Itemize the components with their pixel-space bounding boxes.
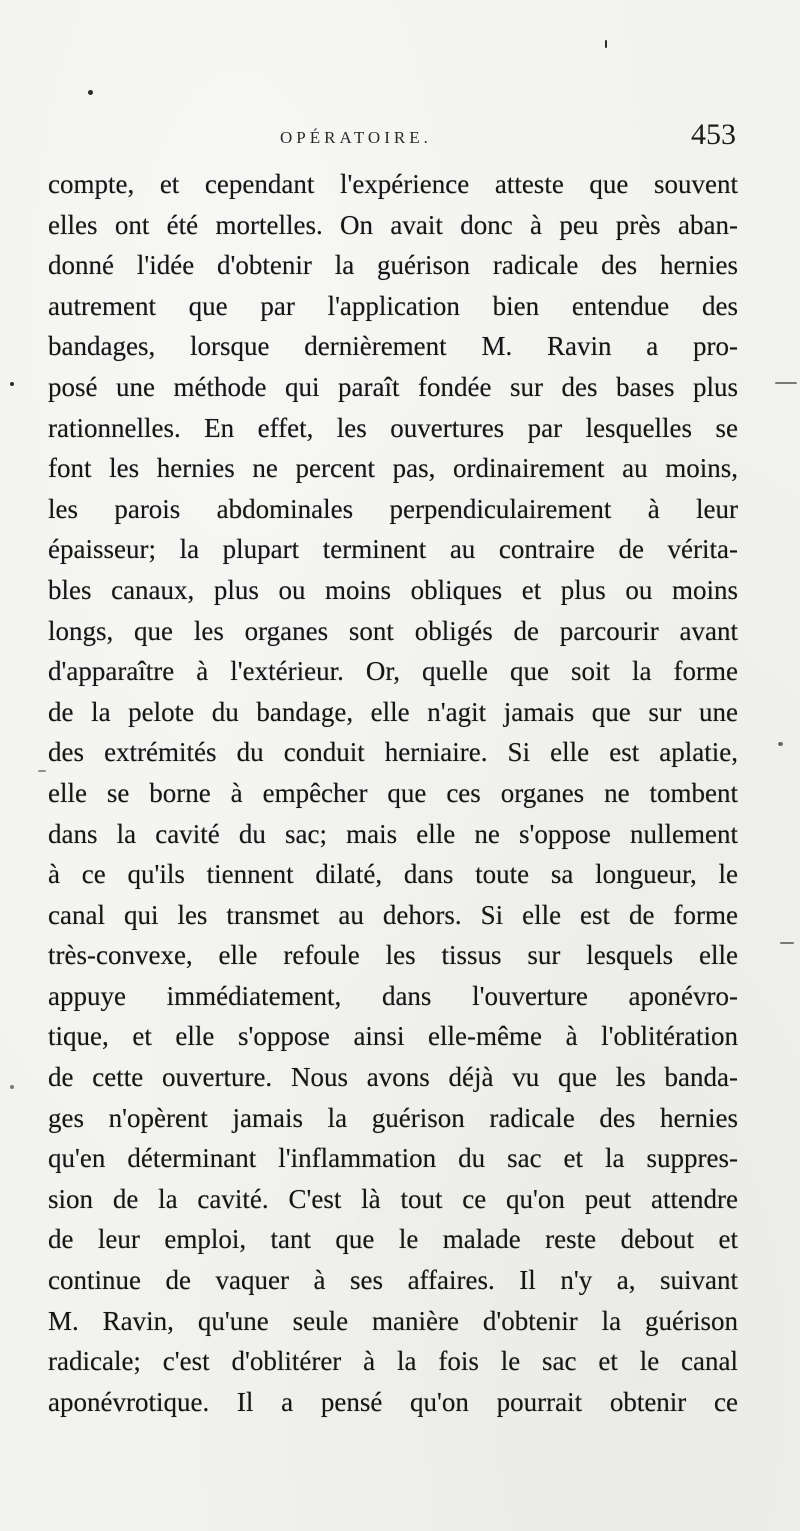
scan-speck bbox=[10, 1085, 14, 1089]
text-line: des extrémités du conduit herniaire. Si elle est aplatie, bbox=[48, 737, 738, 768]
scan-speck bbox=[605, 40, 607, 48]
text-line: donné l'idée d'obtenir la guérison radicale des hernies bbox=[48, 250, 738, 281]
page-number: 453 bbox=[691, 118, 736, 151]
text-line: aponévrotique. Il a pensé qu'on pourrait obtenir ce bbox=[48, 1386, 738, 1417]
page-header bbox=[0, 118, 800, 158]
text-line: font les hernies ne percent pas, ordinairement au moins, bbox=[48, 453, 738, 484]
text-line: elles ont été mortelles. On avait donc à peu près aban- bbox=[48, 209, 738, 240]
text-line: longs, que les organes sont obligés de parcourir avant bbox=[48, 615, 738, 646]
text-line: dans la cavité du sac; mais elle ne s'oppose nullement bbox=[48, 818, 738, 849]
text-line: à ce qu'ils tiennent dilaté, dans toute sa longueur, le bbox=[48, 859, 738, 890]
text-line: compte, et cependant l'expérience atteste que souvent bbox=[48, 169, 738, 199]
text-line: épaisseur; la plupart terminent au contraire de vérita- bbox=[48, 534, 738, 565]
running-title: OPÉRATOIRE. bbox=[280, 128, 432, 147]
text-line: continue de vaquer à ses affaires. Il n'y a, suivant bbox=[48, 1265, 738, 1296]
scan-speck bbox=[88, 90, 93, 95]
scan-speck bbox=[780, 942, 794, 944]
scan-speck bbox=[10, 382, 14, 386]
text-line: bandages, lorsque dernièrement M. Ravin a pro- bbox=[48, 331, 738, 362]
text-line: très-convexe, elle refoule les tissus sur lesquels elle bbox=[48, 940, 738, 971]
text-line: bles canaux, plus ou moins obliques et plus ou moins bbox=[48, 574, 738, 605]
scan-speck bbox=[775, 382, 797, 384]
scan-speck bbox=[778, 742, 783, 746]
text-line: d'apparaître à l'extérieur. Or, quelle que soit la forme bbox=[48, 656, 738, 687]
text-line: radicale; c'est d'oblitérer à la fois le sac et le canal bbox=[48, 1346, 738, 1377]
text-line: elle se borne à empêcher que ces organes ne tombent bbox=[48, 777, 738, 808]
text-line: de la pelote du bandage, elle n'agit jamais que sur une bbox=[48, 696, 738, 727]
text-line: de cette ouverture. Nous avons déjà vu que les banda- bbox=[48, 1062, 738, 1093]
text-line: tique, et elle s'oppose ainsi elle-même à l'oblitération bbox=[48, 1021, 738, 1052]
text-line: de leur emploi, tant que le malade reste debout et bbox=[48, 1224, 738, 1255]
text-line: M. Ravin, qu'une seule manière d'obtenir la guérison bbox=[48, 1305, 738, 1336]
body-text bbox=[48, 164, 738, 1422]
text-line: qu'en déterminant l'inflammation du sac et la suppres- bbox=[48, 1143, 738, 1174]
text-line: rationnelles. En effet, les ouvertures par lesquelles se bbox=[48, 412, 738, 443]
text-line: sion de la cavité. C'est là tout ce qu'on peut attendre bbox=[48, 1183, 738, 1214]
text-line: canal qui les transmet au dehors. Si elle est de forme bbox=[48, 899, 738, 930]
text-line: appuye immédiatement, dans l'ouverture aponévro- bbox=[48, 980, 738, 1011]
text-line: posé une méthode qui paraît fondée sur des bases plus bbox=[48, 371, 738, 402]
scan-speck bbox=[38, 770, 46, 772]
text-line: ges n'opèrent jamais la guérison radicale des hernies bbox=[48, 1102, 738, 1133]
text-line: autrement que par l'application bien entendue des bbox=[48, 290, 738, 321]
text-line: les parois abdominales perpendiculairement à leur bbox=[48, 493, 738, 524]
